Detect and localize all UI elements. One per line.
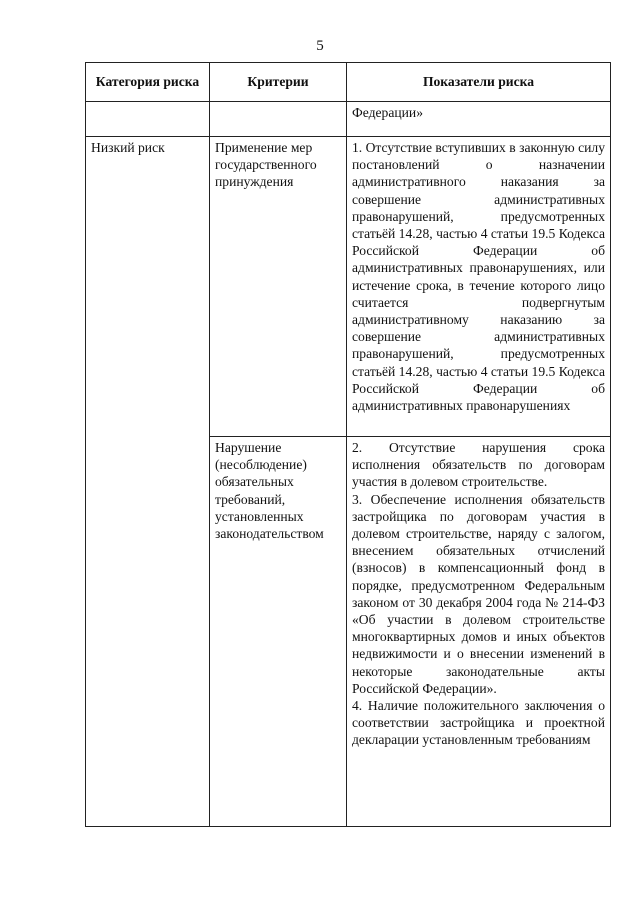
cell-low-risk-category: Низкий риск: [86, 137, 210, 827]
cell-empty-category: [86, 102, 210, 137]
indicator-3: 3. Обеспечение исполнения обязательств застройщика по договорам участия в долевом строительстве, наряду с залогом, внесением обязательных отчислений (взносов) в компенсационный фонд в порядке, предусмотренном Федеральным законом от 30 декабря 2004 года № 214-ФЗ «Об участии в долевом строительстве многоквартирных домов и иных объектов недвижимости и о внесении изменений в некоторые законодательные акты Российской Федерации».: [352, 491, 605, 696]
cell-criterion-violation: Нарушение (несоблюдение) обязательных требований, установленных законодательством: [210, 437, 347, 827]
indicator-4: 4. Наличие положительного заключения о соответствии застройщика и проектной декларации установленным требованиям: [352, 698, 605, 748]
risk-table: [85, 62, 611, 827]
cell-indicator-1: 1. Отсутствие вступивших в законную силу постановлений о назначении административного наказания за совершение административных правонарушений, предусмотренных статьёй 14.28, частью 4 статьи 19.5 Кодекса Российской Федерации об административных правонарушениях, или истечение срока, в течение которого лицо считается подвергнутым административному наказанию за совершение административных правонарушений, предусмотренных статьёй 14.28, частью 4 статьи 19.5 Кодекса Российской Федерации об административных правонарушениях: [347, 137, 611, 437]
header-criteria: Критерии: [210, 63, 347, 102]
header-indicators: Показатели риска: [347, 63, 611, 102]
cell-continuation-indicator: Федерации»: [347, 102, 611, 137]
indicator-2: 2. Отсутствие нарушения срока исполнения обязательств по договорам участия в долевом строительстве.: [352, 440, 605, 490]
cell-indicators-2-4: [347, 437, 611, 827]
page-number: 5: [316, 38, 324, 54]
cell-criterion-coercion: Применение мер государственного принуждения: [210, 137, 347, 437]
cell-empty-criteria: [210, 102, 347, 137]
table-row-low-risk-1: [86, 137, 611, 437]
header-category: Категория риска: [86, 63, 210, 102]
table-header-row: [86, 63, 611, 102]
table-row-continuation: [86, 102, 611, 137]
